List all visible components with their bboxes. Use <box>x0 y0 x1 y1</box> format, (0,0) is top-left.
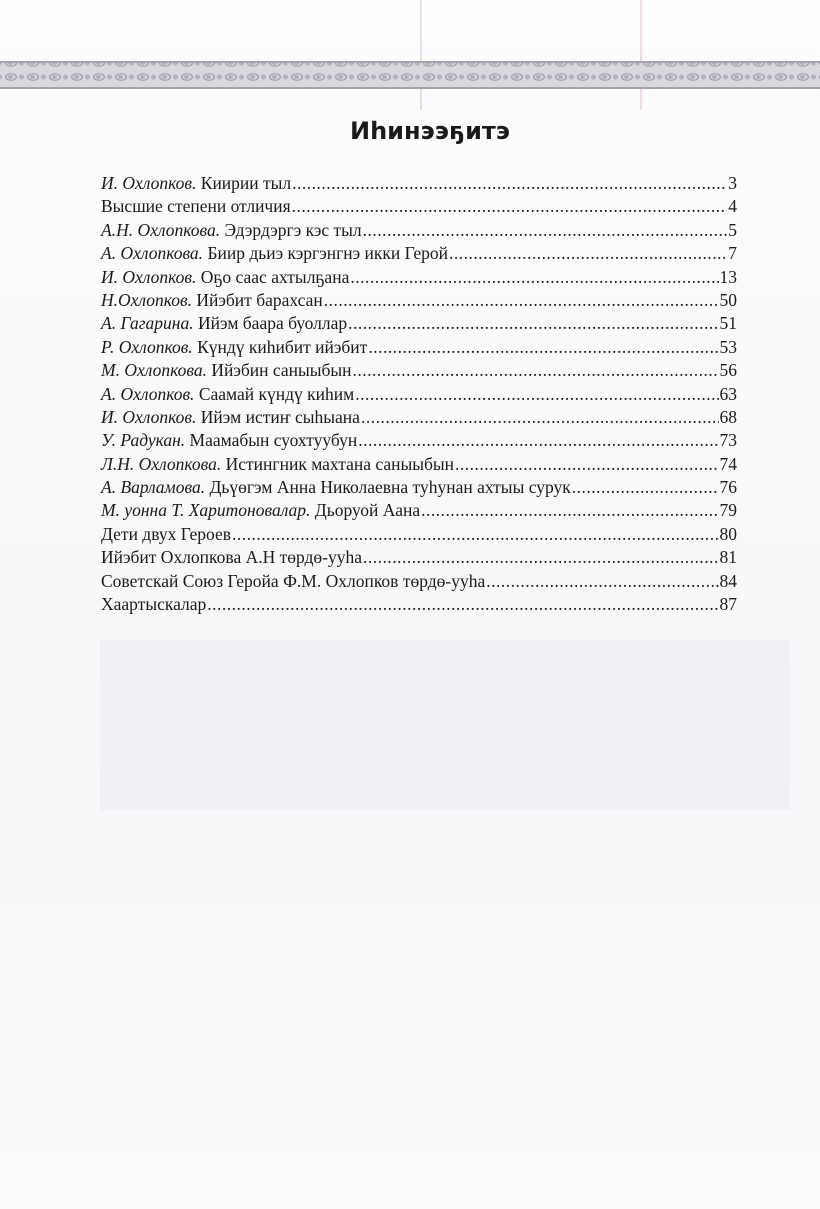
toc-entry[interactable] <box>101 312 737 335</box>
toc-dot-leader <box>232 523 718 546</box>
toc-dot-leader <box>361 406 719 429</box>
toc-page-number: 79 <box>719 500 737 521</box>
toc-dot-leader <box>486 570 718 593</box>
toc-dot-leader <box>353 359 719 382</box>
margin-guide-line <box>420 0 422 110</box>
toc-page-number: 63 <box>719 383 737 404</box>
toc-entry[interactable] <box>101 523 737 546</box>
toc-page-number: 84 <box>719 570 737 591</box>
toc-dot-leader <box>324 289 719 312</box>
ornament-border <box>0 61 820 89</box>
toc-entry[interactable] <box>101 499 737 522</box>
toc-entry-author: Р. Охлопков. <box>101 336 193 357</box>
toc-entry-title: Хаартыскалар <box>101 594 207 615</box>
toc-dot-leader <box>292 172 727 195</box>
toc-dot-leader <box>572 476 719 499</box>
toc-dot-leader <box>421 499 718 522</box>
toc-page-number: 80 <box>719 523 737 544</box>
toc-entry-title: Советскай Союз Геройа Ф.М. Охлопков төрдө-ууһа <box>101 570 486 591</box>
toc-entry-author: А. Гагарина. <box>101 313 194 334</box>
toc-entry-title: Ийэбит Охлопкова А.Н төрдө-ууһа <box>101 547 363 568</box>
toc-page-number: 81 <box>719 547 737 568</box>
toc-dot-leader <box>292 195 728 218</box>
toc-entry-author: А. Охлопков. <box>101 383 195 404</box>
toc-entry[interactable] <box>101 266 737 289</box>
toc-entry-title: Эдэрдэргэ кэс тыл <box>224 219 362 240</box>
toc-entry-title: Маамабын суохтуубун <box>189 430 358 451</box>
toc-dot-leader <box>348 312 718 335</box>
toc-entry[interactable] <box>101 289 737 312</box>
toc-entry-title: Ийэм баара буоллар <box>197 313 348 334</box>
toc-entry[interactable] <box>101 336 737 359</box>
toc-page-number: 51 <box>719 313 737 334</box>
toc-dot-leader <box>455 453 718 476</box>
toc-page-number: 50 <box>719 289 737 310</box>
toc-entry-title: Киирии тыл <box>200 173 292 193</box>
toc-entry[interactable] <box>101 406 737 429</box>
toc-dot-leader <box>207 593 718 616</box>
toc-entry[interactable] <box>101 429 737 452</box>
toc-entry[interactable] <box>101 570 737 593</box>
toc-page-number: 13 <box>719 266 737 287</box>
toc-entry-author: А. Варламова. <box>101 477 206 498</box>
toc-entry-title: Истингник махтана саныыбын <box>225 453 455 474</box>
toc-page-number: 76 <box>719 477 737 498</box>
toc-entry-title: Оҕо саас ахтылҕана <box>200 266 350 287</box>
toc-page-number: 74 <box>719 453 737 474</box>
toc-page-number: 7 <box>728 243 737 264</box>
toc-entry-author: А.Н. Охлопкова. <box>101 219 221 240</box>
toc-entry[interactable] <box>101 453 737 476</box>
toc-entry[interactable] <box>101 476 737 499</box>
toc-entry-author: А. Охлопкова. <box>101 243 204 264</box>
toc-entry-title: Ийэбит барахсан <box>196 289 323 310</box>
toc-entry-title: Саамай күндү киһим <box>198 383 355 404</box>
toc-page-number: 5 <box>728 219 737 240</box>
toc-page-number: 53 <box>719 336 737 357</box>
toc-entry-author: И. Охлопков. <box>101 266 197 287</box>
toc-dot-leader <box>363 546 718 569</box>
toc-entry-author: И. Охлопков. <box>101 173 197 193</box>
toc-entry[interactable] <box>101 593 737 616</box>
toc-page-number: 73 <box>719 430 737 451</box>
toc-page-number: 87 <box>719 594 737 615</box>
toc-page-number: 4 <box>728 196 737 217</box>
toc-entry-author: Н.Охлопков. <box>101 289 193 310</box>
toc-entry-author: М. Охлопкова. <box>101 360 207 381</box>
toc-page-number: 3 <box>728 173 737 193</box>
toc-page-number: 68 <box>719 406 737 427</box>
toc-entry[interactable] <box>101 359 737 382</box>
toc-entry-title: Ийэбин саныыбын <box>211 360 352 381</box>
toc-entry[interactable] <box>101 546 737 569</box>
toc-dot-leader <box>449 242 727 265</box>
toc-entry[interactable] <box>101 242 737 265</box>
toc-page-number: 56 <box>719 360 737 381</box>
toc-dot-leader <box>363 219 728 242</box>
toc-entry-author: Л.Н. Охлопкова. <box>101 453 222 474</box>
toc-entry-title: Дьоруой Аана <box>314 500 421 521</box>
toc-dot-leader <box>358 429 718 452</box>
table-of-contents <box>101 172 737 616</box>
show-through-area <box>100 640 790 810</box>
toc-entry-title: Дети двух Героев <box>101 523 232 544</box>
toc-entry-title: Ийэм истиҥ сыһыана <box>200 406 360 427</box>
toc-entry-title: Биир дьиэ кэргэнгнэ икки Герой <box>207 243 449 264</box>
toc-entry-author: И. Охлопков. <box>101 406 197 427</box>
toc-entry-title: Высшие степени отличия <box>101 196 291 217</box>
page-title: Иһинээҕитэ <box>349 117 511 145</box>
toc-entry[interactable] <box>101 195 737 218</box>
toc-entry[interactable] <box>101 219 737 242</box>
toc-entry-author: У. Радукан. <box>101 430 186 451</box>
toc-entry[interactable] <box>101 383 737 406</box>
toc-entry-author: М. уонна Т. Харитоновалар. <box>101 500 311 521</box>
toc-dot-leader <box>368 336 718 359</box>
margin-guide-line-2 <box>640 0 642 110</box>
toc-entry-title: Күндү киһибит ийэбит <box>197 336 368 357</box>
toc-entry[interactable] <box>101 172 737 195</box>
toc-dot-leader <box>350 266 718 289</box>
toc-dot-leader <box>355 383 718 406</box>
toc-entry-title: Дьүөгэм Анна Николаевна туһунан ахтыы сурук <box>209 477 571 498</box>
